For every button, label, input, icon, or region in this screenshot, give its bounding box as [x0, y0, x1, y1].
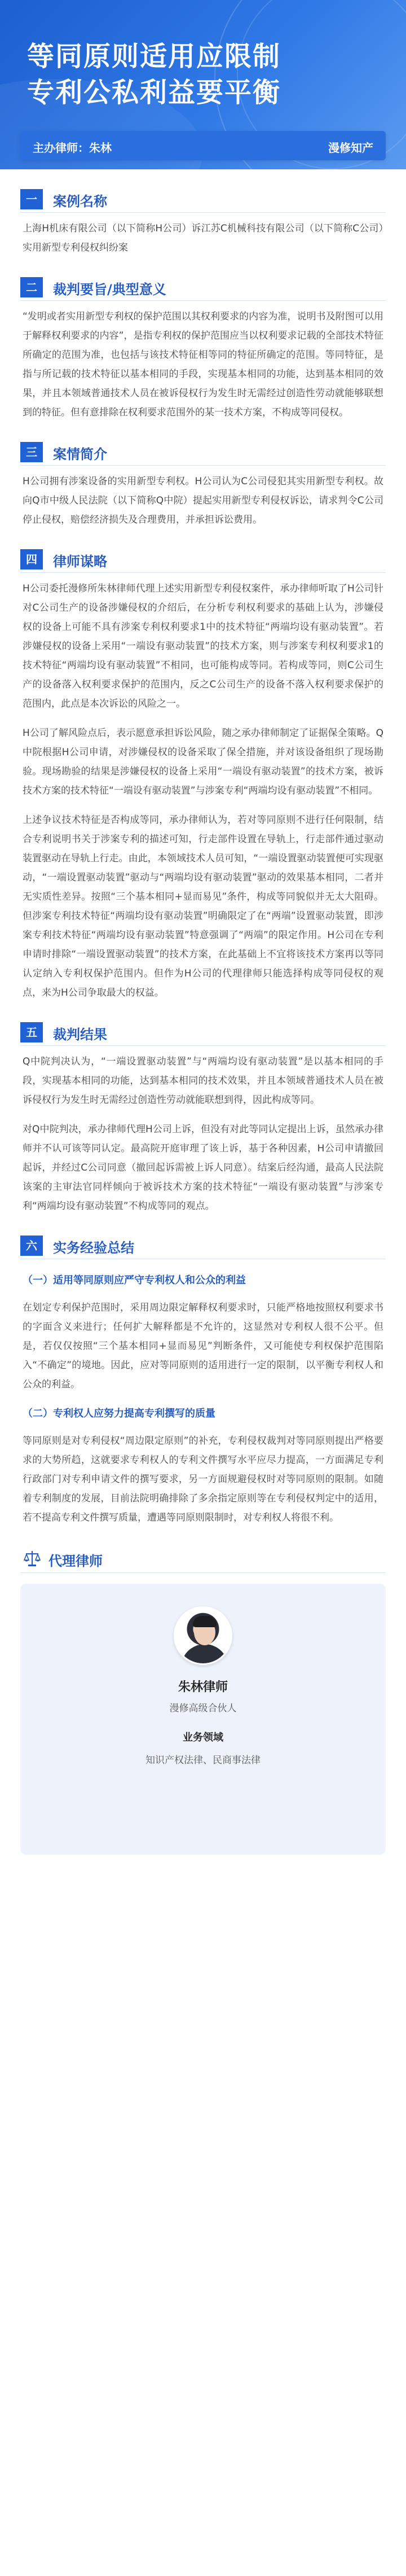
- section-number: 一: [20, 189, 43, 209]
- divider: [20, 300, 386, 301]
- lawyer-card: [20, 1584, 386, 1855]
- practice-area-label: 业务领域: [183, 1732, 223, 1743]
- subsection-title: （二）专利权人应努力提高专利撰写的质量: [23, 1408, 215, 1420]
- lawyer-avatar: [174, 1606, 232, 1665]
- section-title: 实务经验总结: [53, 1240, 134, 1256]
- section-number: 六: [20, 1236, 43, 1256]
- header-banner: [0, 0, 406, 169]
- paragraph: H公司了解风险点后，表示愿意承担诉讼风险，随之承办律师制定了证据保全策略。Q中院根据H公司申请，对涉嫌侵权的设备采取了保全措施，并对该设备组织了现场勘验。现场勘验的结果是涉嫌侵权的设备上采用“一端设有驱动装置”的技术方案，被诉技术方案的技术特征“一端设有驱动装置”与涉案专利“两端均设有驱动装置”不相同。: [23, 728, 383, 796]
- divider: [20, 212, 386, 213]
- lawyer-role: 漫修高级合伙人: [169, 1703, 237, 1714]
- paragraph: 上述争议技术特征是否构成等同，承办律师认为，若对等同原则不进行任何限制，结合专利说明书关于涉案专利的描述可知，行走部件设置在导轨上，行走部件通过驱动装置驱动在导轨上行走。由此，本领域技术人员可知，“一端设置驱动装置便可实现驱动，“一端设置驱动装置”驱动与“两端均设有驱动装置”驱动的效果基本相同，二者并无实质性差异。按照“三个基本相同+显而易见”条件，构成等同貌似并无太大阻碍。但涉案专利技术特征“两端均设有驱动装置”明确限定了在“两端”设置驱动装置，即涉案专利技术特征“两端均设有驱动装置”特意强调了“两端”的限定作用。H公司在专利申请时排除“一端设置驱动装置”的技术方案，在此基础上不宜将该技术方案再以等同认定纳入专利权保护范围内。但作为H公司的代理律师只能选择构成等同侵权的观点，来为H公司争取最大的权益。: [23, 814, 383, 998]
- section-title: 裁判结果: [53, 1027, 107, 1042]
- lawyer-bar: [20, 131, 386, 160]
- paragraph: Q中院判决认为，“一端设置驱动装置”与“两端均设有驱动装置”是以基本相同的手段，实现基本相同的功能，达到基本相同的技术效果，并且本领域普通技术人员在被诉侵权行为发生时无需经过创造性劳动就能联想到得，因此构成等同。: [23, 1056, 383, 1106]
- section-title: 案情简介: [53, 446, 107, 462]
- divider: [20, 1572, 386, 1573]
- section-number: 五: [20, 1022, 43, 1042]
- paragraph: H公司拥有涉案设备的实用新型专利权。H公司认为C公司侵犯其实用新型专利权。故向Q市中级人民法院（以下简称Q中院）提起实用新型专利侵权诉讼，请求判令C公司停止侵权，赔偿经济损失及合理费用，并承担诉讼费用。: [23, 476, 383, 525]
- section-title: 裁判要旨/典型意义: [53, 282, 166, 297]
- agent-section-title: 代理律师: [48, 1553, 103, 1569]
- section-title: 案例名称: [53, 194, 107, 209]
- paragraph: 等同原则是对专利侵权“周边限定原则”的补充，专利侵权裁判对等同原则提出严格要求的大势所趋，这就要求专利权人的专利文件撰写水平应尽力提高，一方面满足专利行政部门对专利申请文件的撰写要求，另一方面规避侵权时对等同原则的限制。如随着专利制度的发展，目前法院明确排除了多余指定原则等在专利侵权判定中的适用，若不提高专利文件撰写质量，遭遇等同原则限制时，对专利权人将很不利。: [23, 1435, 383, 1523]
- article-body: [0, 169, 406, 1855]
- divider: [20, 1045, 386, 1046]
- page-title-line2: 专利公私利益要平衡: [27, 77, 281, 108]
- firm-name: 漫修知产: [328, 141, 373, 155]
- agent-section-header: [0, 1539, 406, 1578]
- lead-lawyer-label: 主办律师：朱林: [33, 141, 112, 155]
- practice-area-value: 知识产权法律、民商事法律: [145, 1755, 261, 1766]
- avatar-suit: [181, 1644, 228, 1665]
- paragraph: 在划定专利保护范围时，采用周边限定解释权利要求时，只能严格地按照权利要求书的字面含义来进行；任何扩大解释都是不允许的，这显然对专利权人很不公平。但是，若仅仅按照“三个基本相同+显而易见”判断条件，又可能使专利权保护范围陷入“不确定”的境地。因此，应对等同原则的适用进行一定的限制，以平衡专利权人和公众的利益。: [23, 1302, 383, 1390]
- divider: [20, 572, 386, 573]
- paragraph: 上海H机床有限公司（以下简称H公司）诉江苏C机械科技有限公司（以下简称C公司）实用新型专利侵权纠纷案: [23, 223, 383, 253]
- divider: [20, 465, 386, 466]
- paragraph: “发明或者实用新型专利权的保护范围以其权利要求的内容为准，说明书及附图可以用于解释权利要求的内容”，是指专利权的保护范围应当以权利要求记载的全部技术特征所确定的范围为准，也包括与该技术特征相等同的特征所确定的范围。等同特征，是指与所记载的技术特征以基本相同的手段，实现基本相同的功能，达到基本相同的效果，并且本领域普通技术人员在被诉侵权行为发生时无需经过创造性劳动就能够联想到的特征。但有意排除在权利要求范围外的某一技术方案，不构成等同侵权。: [23, 311, 383, 418]
- avatar-hair: [193, 1616, 217, 1627]
- section-number: 四: [20, 549, 43, 569]
- scales-of-justice-icon: [23, 1549, 42, 1568]
- section-number: 二: [20, 277, 43, 297]
- section-header: [0, 179, 406, 219]
- section-header: [0, 540, 406, 579]
- paragraph: H公司委托漫修所朱林律师代理上述实用新型专利侵权案件，承办律师听取了H公司针对C公司生产的设备涉嫌侵权的介绍后，在分析专利权利要求的基础上认为，涉嫌侵权的设备上可能不具有涉案专利权利要求1中的技术特征“两端均设有驱动装置”。若涉嫌侵权的设备上采用“一端设有驱动装置”的技术方案，则与涉案专利权利要求1的技术特征“两端均设有驱动装置”不相同，也可能构成等同。若构成等同，则C公司生产的设备落入权利要求保护的范围内，反之C公司生产的设备不落入权利要求保护的范围内，此点是本次诉讼的风险之一。: [23, 583, 383, 709]
- page-title-line1: 等同原则适用应限制: [27, 41, 281, 72]
- section-header: [0, 1226, 406, 1265]
- section-title: 律师谋略: [53, 554, 107, 569]
- subsection-title: （一）适用等同原则应严守专利权人和公众的利益: [23, 1274, 246, 1286]
- section-header: [0, 1013, 406, 1052]
- lawyer-name: 朱林律师: [178, 1680, 228, 1694]
- section-number: 三: [20, 442, 43, 462]
- section-header: [0, 432, 406, 472]
- paragraph: 对Q中院判决，承办律师代理H公司上诉，但没有对此等同认定提出上诉，虽然承办律师并不认可该等同认定。最高院开庭审理了该上诉，基于各种因素，H公司申请撤回起诉，并经过C公司同意（撤回起诉需被上诉人同意）。结案后经沟通，最高人民法院该案的主审法官同样倾向于被诉技术方案的技术特征“一端设有驱动装置”与涉案专利“两端均设有驱动装置”不构成等同的观点。: [23, 1124, 383, 1212]
- section-header: [0, 268, 406, 307]
